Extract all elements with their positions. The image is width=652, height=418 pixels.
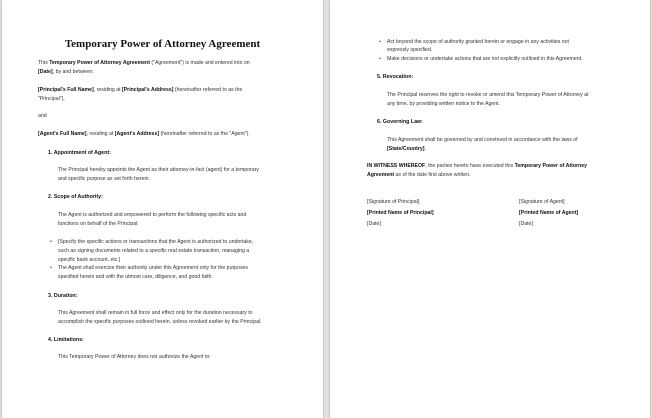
list-item-continuation: specific bank account, etc.] [58,257,121,263]
document-page-2 [330,0,650,418]
section-6-line-2: [State/Country]. [387,146,426,152]
intro-line-1: This Temporary Power of Attorney Agreement ("Agreement") is made and entered into on [38,60,250,66]
section-4-heading: 4. Limitations: [48,337,84,343]
section-1-heading: 1. Appointment of Agent: [48,150,111,156]
section-3-line-2: accomplish the specific purposes outlined herein, unless revoked earlier by the Principal. [58,319,262,325]
bullet-icon: • [379,56,381,62]
section-5-line-2: any time, by providing written notice to the Agent. [387,101,501,107]
principal-line-2: "Principal"), [38,96,65,102]
list-item-continuation: such as signing documents related to a specific real estate transaction, managing a [58,248,250,254]
agent-signature-placeholder: [Signature of Agent] [519,199,565,205]
list-item: • Make decisions or undertake actions that are not explicitly outlined in this Agreement. [379,56,583,62]
section-4-line-1: This Temporary Power of Attorney does not authorize the Agent to: [58,354,211,360]
bullet-icon: • [50,265,52,271]
list-item-continuation: specified herein and with the utmost care, diligence, and good faith. [58,274,213,280]
section-2-line-2: functions on behalf of the Principal: [58,221,139,227]
agent-printed-name: [Printed Name of Agent] [519,210,579,216]
witness-line-2: Agreement as of the date first above written. [367,172,471,178]
document-title: Temporary Power of Attorney Agreement [64,38,261,50]
agent-date: [Date] [519,221,533,227]
principal-signature-placeholder: [Signature of Principal] [367,199,420,205]
intro-line-2: [Date], by and between: [38,69,94,75]
principal-line-1: [Principal's Full Name], residing at [Principal's Address] (hereinafter referred to as the [38,87,243,93]
section-2-heading: 2. Scope of Authority: [48,194,103,200]
list-item: • [Specify the specific actions or transactions that the Agent is authorized to undertake, [50,239,254,245]
and-text: and [38,113,47,119]
list-item-continuation: expressly specified. [387,47,433,53]
section-5-line-1: The Principal reserves the right to revoke or amend this Temporary Power of Attorney at [387,92,589,98]
section-1-line-1: The Principal hereby appoints the Agent as their attorney-in-fact (agent) for a temporary [58,167,259,173]
bullet-icon: • [50,239,52,245]
list-item: • The Agent shall exercise their authority under this Agreement only for the purposes [50,265,249,271]
list-item: • Act beyond the scope of authority granted herein or engage in any activities not [379,39,569,45]
agent-line: [Agent's Full Name], residing at [Agent's Address] (hereinafter referred to as the "Agent"). [38,131,250,137]
section-6-heading: 6. Governing Law: [377,119,423,125]
section-1-line-2: and specific purpose as set forth herein. [58,176,150,182]
section-6-line-1: This Agreement shall be governed by and construed in accordance with the laws of [387,137,578,143]
section-3-heading: 3. Duration: [48,293,78,299]
document-page-1 [2,0,323,418]
principal-date: [Date] [367,221,381,227]
section-5-heading: 5. Revocation: [377,74,414,80]
bullet-icon: • [379,39,381,45]
witness-line-1: IN WITNESS WHEREOF, the parties hereto have executed this Temporary Power of Attorney [367,163,587,169]
section-2-line-1: The Agent is authorized and empowered to perform the following specific acts and [58,212,247,218]
principal-printed-name: [Printed Name of Principal] [367,210,434,216]
section-3-line-1: This Agreement shall remain in full force and effect only for the duration necessary to [58,310,253,316]
